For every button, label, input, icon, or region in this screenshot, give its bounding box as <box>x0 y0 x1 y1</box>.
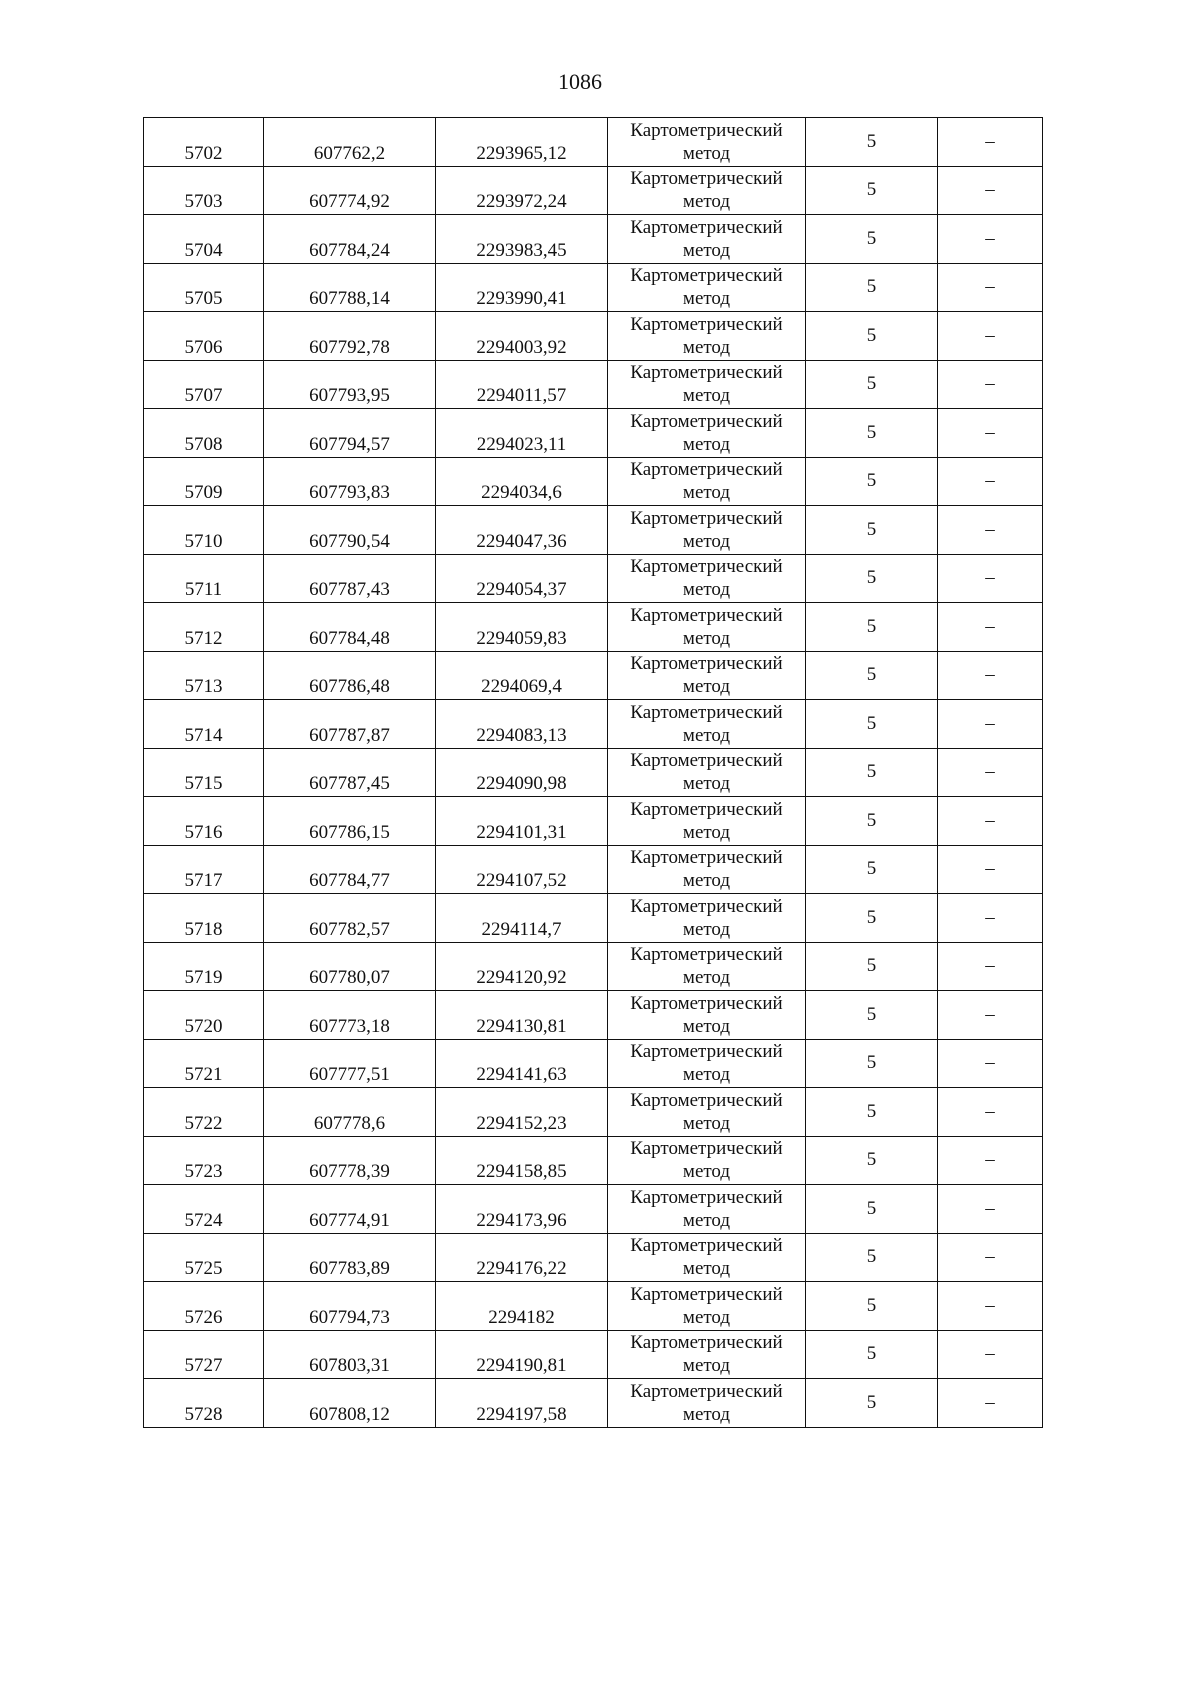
method-cell <box>608 991 806 1040</box>
note-cell: – <box>938 1088 1043 1137</box>
method-text: Картометрический метод <box>630 1186 783 1231</box>
y-coordinate-cell: 2294011,57 <box>436 360 608 409</box>
method-text: Картометрический метод <box>630 750 783 795</box>
x-coordinate-cell: 607778,6 <box>264 1088 436 1137</box>
accuracy-cell: 5 <box>806 1282 938 1331</box>
table-row <box>144 1039 1043 1088</box>
accuracy-cell: 5 <box>806 554 938 603</box>
x-coordinate-cell: 607786,15 <box>264 797 436 846</box>
method-cell <box>608 651 806 700</box>
method-cell <box>608 748 806 797</box>
x-coordinate-cell: 607803,31 <box>264 1330 436 1379</box>
method-cell <box>608 1330 806 1379</box>
note-cell: – <box>938 748 1043 797</box>
point-number-cell: 5718 <box>144 894 264 943</box>
x-coordinate-cell: 607787,87 <box>264 700 436 749</box>
note-cell: – <box>938 118 1043 167</box>
method-cell <box>608 845 806 894</box>
accuracy-cell: 5 <box>806 651 938 700</box>
accuracy-cell: 5 <box>806 894 938 943</box>
method-cell <box>608 1039 806 1088</box>
accuracy-cell: 5 <box>806 1379 938 1428</box>
x-coordinate-cell: 607790,54 <box>264 506 436 555</box>
method-text: Картометрический метод <box>630 653 783 698</box>
accuracy-cell: 5 <box>806 409 938 458</box>
note-cell: – <box>938 603 1043 652</box>
point-number-cell: 5725 <box>144 1233 264 1282</box>
method-cell <box>608 409 806 458</box>
x-coordinate-cell: 607784,77 <box>264 845 436 894</box>
table-row <box>144 360 1043 409</box>
point-number-cell: 5712 <box>144 603 264 652</box>
method-text: Картометрический метод <box>630 216 783 261</box>
method-text: Картометрический метод <box>630 313 783 358</box>
point-number-cell: 5706 <box>144 312 264 361</box>
x-coordinate-cell: 607794,57 <box>264 409 436 458</box>
method-text: Картометрический метод <box>630 1138 783 1183</box>
y-coordinate-cell: 2294130,81 <box>436 991 608 1040</box>
accuracy-cell: 5 <box>806 700 938 749</box>
method-cell <box>608 118 806 167</box>
point-number-cell: 5709 <box>144 457 264 506</box>
point-number-cell: 5727 <box>144 1330 264 1379</box>
table-row <box>144 1379 1043 1428</box>
accuracy-cell: 5 <box>806 1088 938 1137</box>
point-number-cell: 5703 <box>144 166 264 215</box>
point-number-cell: 5722 <box>144 1088 264 1137</box>
method-text: Картометрический метод <box>630 847 783 892</box>
point-number-cell: 5702 <box>144 118 264 167</box>
y-coordinate-cell: 2294141,63 <box>436 1039 608 1088</box>
note-cell: – <box>938 1330 1043 1379</box>
point-number-cell: 5708 <box>144 409 264 458</box>
x-coordinate-cell: 607780,07 <box>264 942 436 991</box>
point-number-cell: 5713 <box>144 651 264 700</box>
y-coordinate-cell: 2293990,41 <box>436 263 608 312</box>
table-body <box>144 118 1043 1428</box>
accuracy-cell: 5 <box>806 748 938 797</box>
table-row <box>144 1136 1043 1185</box>
note-cell: – <box>938 166 1043 215</box>
accuracy-cell: 5 <box>806 1039 938 1088</box>
note-cell: – <box>938 312 1043 361</box>
point-number-cell: 5728 <box>144 1379 264 1428</box>
note-cell: – <box>938 409 1043 458</box>
x-coordinate-cell: 607792,78 <box>264 312 436 361</box>
method-cell <box>608 797 806 846</box>
method-text: Картометрический метод <box>630 556 783 601</box>
page-number: 1086 <box>558 69 602 94</box>
x-coordinate-cell: 607793,83 <box>264 457 436 506</box>
note-cell: – <box>938 797 1043 846</box>
y-coordinate-cell: 2294083,13 <box>436 700 608 749</box>
accuracy-cell: 5 <box>806 1185 938 1234</box>
note-cell: – <box>938 700 1043 749</box>
note-cell: – <box>938 1379 1043 1428</box>
accuracy-cell: 5 <box>806 942 938 991</box>
method-text: Картометрический метод <box>630 507 783 552</box>
note-cell: – <box>938 360 1043 409</box>
table-row <box>144 263 1043 312</box>
method-text: Картометрический метод <box>630 1235 783 1280</box>
accuracy-cell: 5 <box>806 797 938 846</box>
table-row <box>144 312 1043 361</box>
table-row <box>144 118 1043 167</box>
accuracy-cell: 5 <box>806 845 938 894</box>
method-cell <box>608 1282 806 1331</box>
x-coordinate-cell: 607784,24 <box>264 215 436 264</box>
accuracy-cell: 5 <box>806 1330 938 1379</box>
table-row <box>144 166 1043 215</box>
table-row <box>144 215 1043 264</box>
method-text: Картометрический метод <box>630 168 783 213</box>
accuracy-cell: 5 <box>806 215 938 264</box>
table-row <box>144 991 1043 1040</box>
x-coordinate-cell: 607777,51 <box>264 1039 436 1088</box>
table-row <box>144 700 1043 749</box>
method-text: Картометрический метод <box>630 604 783 649</box>
x-coordinate-cell: 607787,43 <box>264 554 436 603</box>
table-row <box>144 603 1043 652</box>
x-coordinate-cell: 607793,95 <box>264 360 436 409</box>
method-cell <box>608 942 806 991</box>
accuracy-cell: 5 <box>806 312 938 361</box>
method-text: Картометрический метод <box>630 992 783 1037</box>
method-cell <box>608 554 806 603</box>
point-number-cell: 5710 <box>144 506 264 555</box>
note-cell: – <box>938 215 1043 264</box>
method-cell <box>608 360 806 409</box>
method-text: Картометрический метод <box>630 1089 783 1134</box>
y-coordinate-cell: 2294059,83 <box>436 603 608 652</box>
y-coordinate-cell: 2294158,85 <box>436 1136 608 1185</box>
x-coordinate-cell: 607787,45 <box>264 748 436 797</box>
method-cell <box>608 1379 806 1428</box>
point-number-cell: 5719 <box>144 942 264 991</box>
y-coordinate-cell: 2294034,6 <box>436 457 608 506</box>
method-cell <box>608 1136 806 1185</box>
note-cell: – <box>938 1233 1043 1282</box>
y-coordinate-cell: 2293965,12 <box>436 118 608 167</box>
table-row <box>144 797 1043 846</box>
x-coordinate-cell: 607788,14 <box>264 263 436 312</box>
point-number-cell: 5714 <box>144 700 264 749</box>
note-cell: – <box>938 1039 1043 1088</box>
note-cell: – <box>938 1185 1043 1234</box>
method-text: Картометрический метод <box>630 1332 783 1377</box>
accuracy-cell: 5 <box>806 360 938 409</box>
method-text: Картометрический метод <box>630 1283 783 1328</box>
method-cell <box>608 1233 806 1282</box>
note-cell: – <box>938 1282 1043 1331</box>
method-text: Картометрический метод <box>630 459 783 504</box>
method-text: Картометрический метод <box>630 895 783 940</box>
accuracy-cell: 5 <box>806 991 938 1040</box>
note-cell: – <box>938 1136 1043 1185</box>
x-coordinate-cell: 607786,48 <box>264 651 436 700</box>
y-coordinate-cell: 2294003,92 <box>436 312 608 361</box>
method-cell <box>608 263 806 312</box>
y-coordinate-cell: 2294101,31 <box>436 797 608 846</box>
method-text: Картометрический метод <box>630 798 783 843</box>
x-coordinate-cell: 607808,12 <box>264 1379 436 1428</box>
method-cell <box>608 1088 806 1137</box>
x-coordinate-cell: 607774,92 <box>264 166 436 215</box>
table-row <box>144 506 1043 555</box>
accuracy-cell: 5 <box>806 263 938 312</box>
accuracy-cell: 5 <box>806 118 938 167</box>
y-coordinate-cell: 2293983,45 <box>436 215 608 264</box>
table-row <box>144 748 1043 797</box>
x-coordinate-cell: 607773,18 <box>264 991 436 1040</box>
point-number-cell: 5717 <box>144 845 264 894</box>
x-coordinate-cell: 607794,73 <box>264 1282 436 1331</box>
method-text: Картометрический метод <box>630 701 783 746</box>
method-cell <box>608 166 806 215</box>
method-cell <box>608 506 806 555</box>
x-coordinate-cell: 607783,89 <box>264 1233 436 1282</box>
point-number-cell: 5715 <box>144 748 264 797</box>
table-row <box>144 942 1043 991</box>
point-number-cell: 5707 <box>144 360 264 409</box>
note-cell: – <box>938 554 1043 603</box>
y-coordinate-cell: 2294107,52 <box>436 845 608 894</box>
table-row <box>144 845 1043 894</box>
x-coordinate-cell: 607782,57 <box>264 894 436 943</box>
method-cell <box>608 894 806 943</box>
y-coordinate-cell: 2294047,36 <box>436 506 608 555</box>
y-coordinate-cell: 2294176,22 <box>436 1233 608 1282</box>
note-cell: – <box>938 457 1043 506</box>
method-text: Картометрический метод <box>630 362 783 407</box>
x-coordinate-cell: 607784,48 <box>264 603 436 652</box>
y-coordinate-cell: 2294023,11 <box>436 409 608 458</box>
coordinates-table <box>143 117 1043 1428</box>
note-cell: – <box>938 942 1043 991</box>
y-coordinate-cell: 2294069,4 <box>436 651 608 700</box>
note-cell: – <box>938 651 1043 700</box>
method-text: Картометрический метод <box>630 1041 783 1086</box>
note-cell: – <box>938 894 1043 943</box>
accuracy-cell: 5 <box>806 603 938 652</box>
method-text: Картометрический метод <box>630 1380 783 1425</box>
point-number-cell: 5721 <box>144 1039 264 1088</box>
point-number-cell: 5704 <box>144 215 264 264</box>
table-row <box>144 409 1043 458</box>
table-row <box>144 457 1043 506</box>
accuracy-cell: 5 <box>806 506 938 555</box>
method-cell <box>608 603 806 652</box>
method-cell <box>608 312 806 361</box>
y-coordinate-cell: 2294182 <box>436 1282 608 1331</box>
note-cell: – <box>938 263 1043 312</box>
y-coordinate-cell: 2294114,7 <box>436 894 608 943</box>
method-text: Картометрический метод <box>630 265 783 310</box>
x-coordinate-cell: 607762,2 <box>264 118 436 167</box>
point-number-cell: 5724 <box>144 1185 264 1234</box>
y-coordinate-cell: 2293972,24 <box>436 166 608 215</box>
x-coordinate-cell: 607774,91 <box>264 1185 436 1234</box>
point-number-cell: 5716 <box>144 797 264 846</box>
table-row <box>144 1088 1043 1137</box>
table-row <box>144 554 1043 603</box>
y-coordinate-cell: 2294190,81 <box>436 1330 608 1379</box>
table-row <box>144 1233 1043 1282</box>
method-cell <box>608 1185 806 1234</box>
note-cell: – <box>938 991 1043 1040</box>
y-coordinate-cell: 2294054,37 <box>436 554 608 603</box>
accuracy-cell: 5 <box>806 1233 938 1282</box>
table-row <box>144 1330 1043 1379</box>
accuracy-cell: 5 <box>806 457 938 506</box>
point-number-cell: 5723 <box>144 1136 264 1185</box>
point-number-cell: 5720 <box>144 991 264 1040</box>
accuracy-cell: 5 <box>806 166 938 215</box>
accuracy-cell: 5 <box>806 1136 938 1185</box>
note-cell: – <box>938 506 1043 555</box>
y-coordinate-cell: 2294197,58 <box>436 1379 608 1428</box>
method-cell <box>608 215 806 264</box>
method-text: Картометрический метод <box>630 410 783 455</box>
method-cell <box>608 457 806 506</box>
y-coordinate-cell: 2294090,98 <box>436 748 608 797</box>
point-number-cell: 5705 <box>144 263 264 312</box>
table-row <box>144 651 1043 700</box>
method-text: Картометрический метод <box>630 119 783 164</box>
point-number-cell: 5726 <box>144 1282 264 1331</box>
table-row <box>144 1282 1043 1331</box>
method-cell <box>608 700 806 749</box>
x-coordinate-cell: 607778,39 <box>264 1136 436 1185</box>
table-row <box>144 894 1043 943</box>
point-number-cell: 5711 <box>144 554 264 603</box>
table-row <box>144 1185 1043 1234</box>
y-coordinate-cell: 2294173,96 <box>436 1185 608 1234</box>
method-text: Картометрический метод <box>630 944 783 989</box>
y-coordinate-cell: 2294120,92 <box>436 942 608 991</box>
note-cell: – <box>938 845 1043 894</box>
y-coordinate-cell: 2294152,23 <box>436 1088 608 1137</box>
